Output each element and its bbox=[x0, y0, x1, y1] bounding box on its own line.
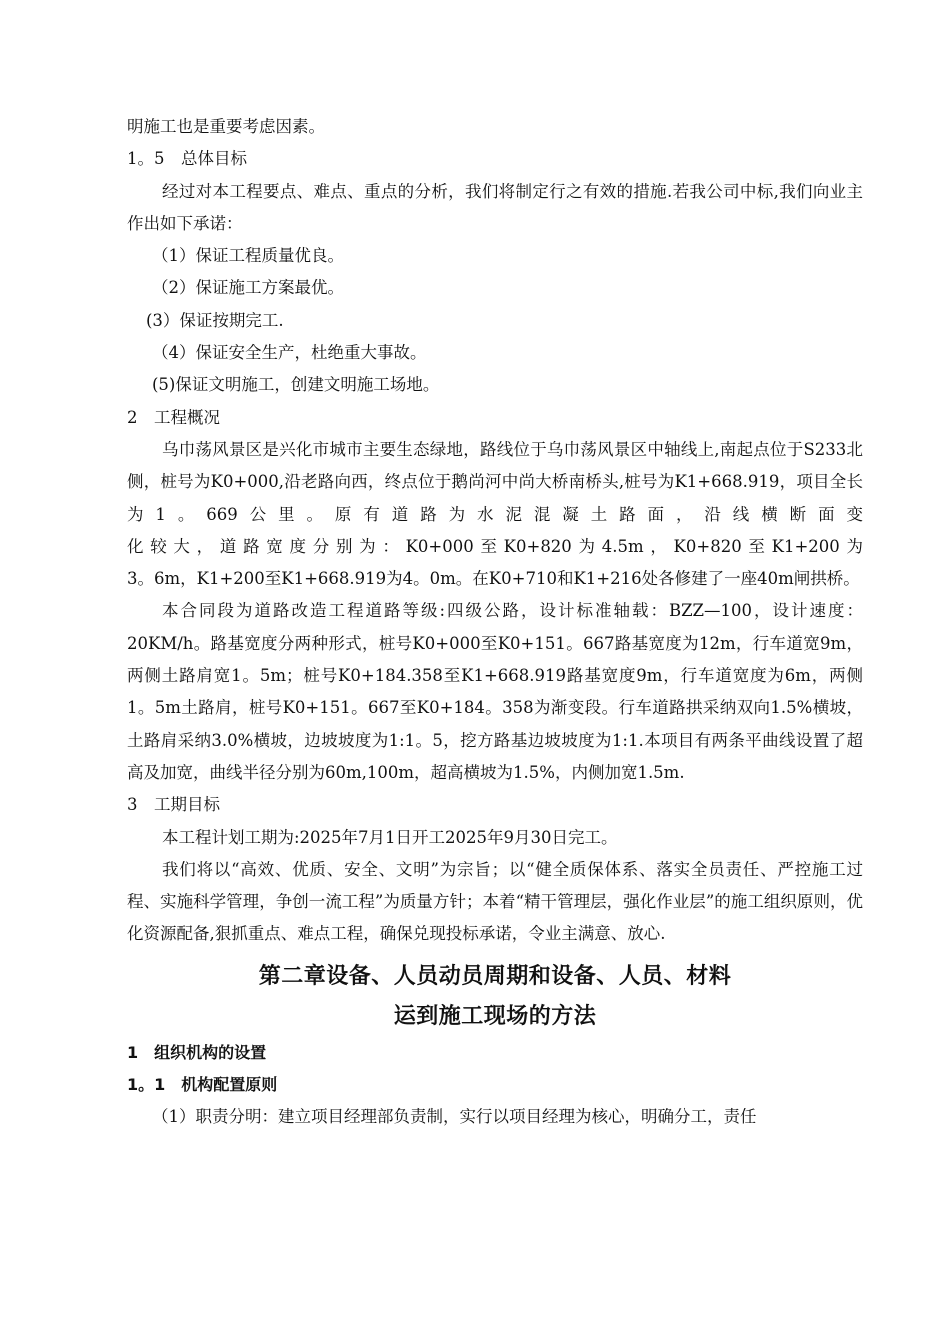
paragraph-line: 化较大，道路宽度分别为：K0+000至K0+820为4.5m，K0+820至K1+200为 bbox=[127, 536, 863, 556]
commitment-item: (5)保证文明施工，创建文明施工场地。 bbox=[152, 375, 440, 395]
commitment-item: （1）保证工程质量优良。 bbox=[152, 246, 344, 266]
section-heading-1: 1 组织机构的设置 bbox=[127, 1042, 267, 1062]
section-heading-2: 2 工程概况 bbox=[127, 407, 220, 427]
chapter-title-continued: 运到施工现场的方法 bbox=[393, 1003, 597, 1029]
paragraph: 我们将以“高效、优质、安全、文明”为宗旨；以“健全质保体系、落实全员责任、严控施工过程、实施科学管理，争创一流工程”为质量方针；本着“精干管理层，强化作业层”的施工组织原则，优化资源配备,狠抓重点、难点工程，确保兑现投标承诺，令业主满意、放心. bbox=[127, 859, 863, 944]
commitment-item: （2）保证施工方案最优。 bbox=[152, 278, 344, 298]
section-heading-1-1: 1。1 机构配置原则 bbox=[127, 1075, 278, 1095]
paragraph: 乌巾荡风景区是兴化市城市主要生态绿地，路线位于乌巾荡风景区中轴线上,南起点位于S233北侧，桩号为K0+000,沿老路向西，终点位于鹅尚河中尚大桥南桥头,桩号为K1+668.919，项目全长为1。669公里。原有道路为水泥混凝土路面，沿线横断面变 bbox=[127, 439, 863, 524]
section-heading-1-5: 1。5 总体目标 bbox=[127, 149, 247, 169]
paragraph: （1）职责分明：建立项目经理部负责制，实行以项目经理为核心，明确分工，责任 bbox=[152, 1107, 757, 1127]
paragraph: 明施工也是重要考虑因素。 bbox=[127, 117, 325, 136]
paragraph: 本工程计划工期为:2025年7月1日开工2025年9月30日完工。 bbox=[162, 827, 618, 847]
commitment-item: （4）保证安全生产，杜绝重大事故。 bbox=[152, 343, 427, 363]
paragraph-line: 3。6m，K1+200至K1+668.919为4。0m。在K0+710和K1+216处各修建了一座40m闸拱桥。 bbox=[127, 569, 860, 589]
commitment-item: (3）保证按期完工. bbox=[146, 310, 284, 330]
document-body bbox=[127, 111, 863, 1134]
chapter-title: 第二章设备、人员动员周期和设备、人员、材料 bbox=[258, 963, 732, 989]
paragraph: 经过对本工程要点、难点、重点的分析，我们将制定行之有效的措施.若我公司中标,我们向业主作出如下承诺： bbox=[127, 181, 863, 233]
paragraph: 本合同段为道路改造工程道路等级:四级公路，设计标准轴载：BZZ—100，设计速度：20KM/h。路基宽度分两种形式，桩号K0+000至K0+151。667路基宽度为12m，行车道宽9m，两侧土路肩宽1。5m；桩号K0+184.358至K1+668.919路基宽度9m，行车道宽度为6m，两侧1。5m土路肩，桩号K0+151。667至K0+184。358为渐变段。行车道路拱采纳双向1.5%横坡，土路肩采纳3.0%横坡，边坡坡度为1:1。5，挖方路基边坡坡度为1:1.本项目有两条平曲线设置了超高及加宽，曲线半径分别为60m,100m，超高横坡为1.5%，内侧加宽1.5m. bbox=[127, 601, 863, 782]
section-heading-3: 3 工期目标 bbox=[127, 795, 220, 815]
